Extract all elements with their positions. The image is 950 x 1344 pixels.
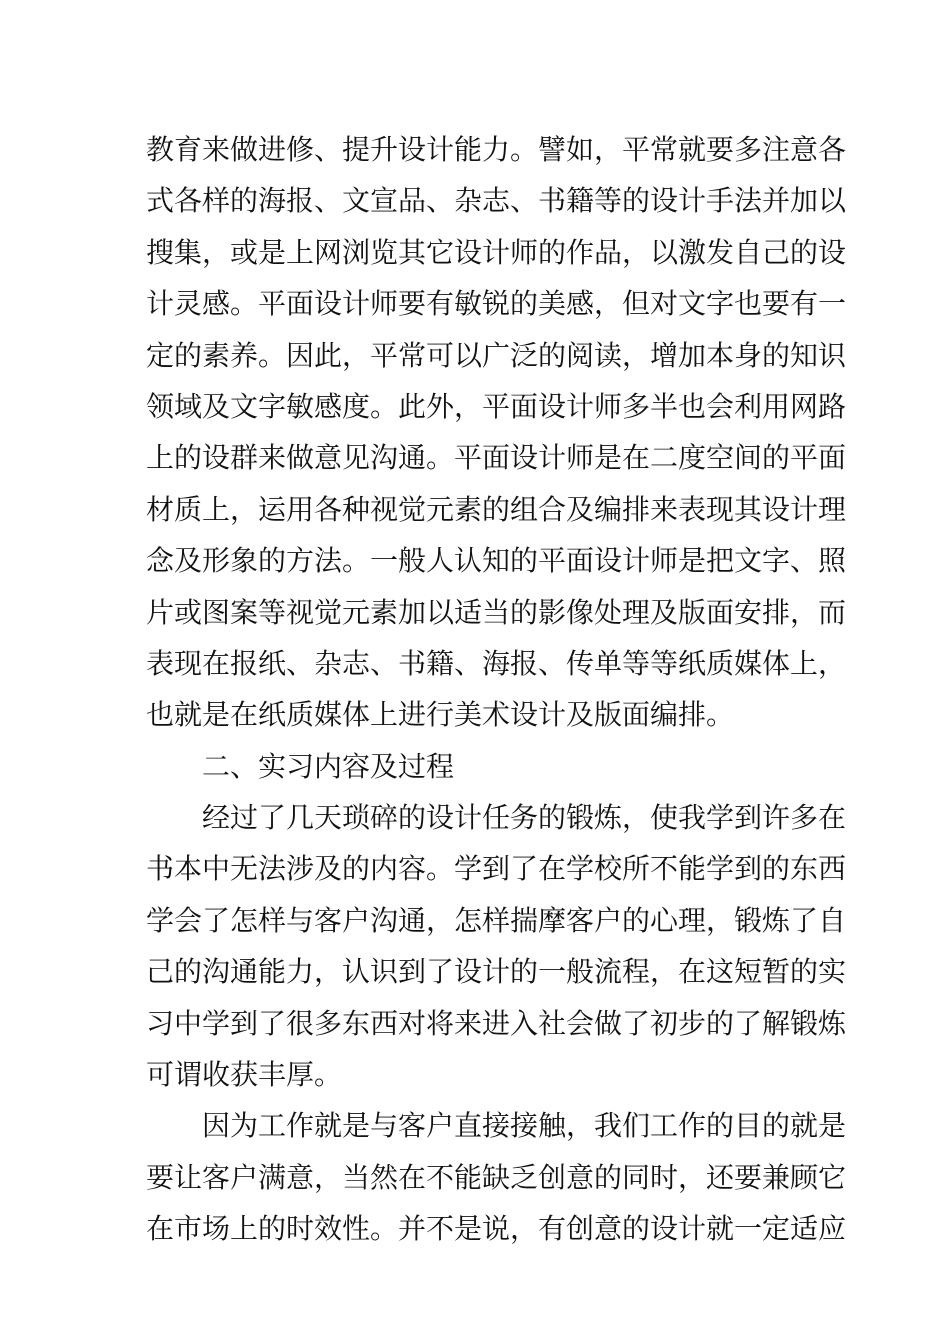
heading-text: 二、实习内容及过程 xyxy=(202,749,455,783)
text-line: 在市场上的时效性。并不是说，有创意的设计就一定适应 xyxy=(146,1212,847,1246)
text-line: 式各样的海报、文宣品、杂志、书籍等的设计手法并加以 xyxy=(146,184,847,218)
text-line: 也就是在纸质媒体上进行美术设计及版面编排。 xyxy=(146,698,735,732)
text-line: 可谓收获丰厚。 xyxy=(146,1058,343,1092)
text-line: 上的设群来做意见沟通。平面设计师是在二度空间的平面 xyxy=(146,441,847,475)
text-line: 己的沟通能力，认识到了设计的一般流程，在这短暂的实 xyxy=(146,955,847,989)
text-line: 片或图案等视觉元素加以适当的影像处理及版面安排，而 xyxy=(146,595,847,629)
text-line: 书本中无法涉及的内容。学到了在学校所不能学到的东西 xyxy=(146,852,847,886)
text-line: 材质上，运用各种视觉元素的组合及编排来表现其设计理 xyxy=(146,492,847,526)
paragraph xyxy=(146,792,847,1100)
text-line: 经过了几天琐碎的设计任务的锻炼，使我学到许多在 xyxy=(202,801,847,835)
text-line: 念及形象的方法。一般人认知的平面设计师是把文字、照 xyxy=(146,544,847,578)
paragraph xyxy=(146,124,847,741)
text-line: 要让客户满意，当然在不能缺乏创意的同时，还要兼顾它 xyxy=(146,1160,847,1194)
text-line: 教育来做进修、提升设计能力。譬如，平常就要多注意各 xyxy=(146,133,847,166)
section-heading xyxy=(146,741,810,792)
text-line: 表现在报纸、杂志、书籍、海报、传单等等纸质媒体上， xyxy=(146,646,847,680)
text-line: 领域及文字敏感度。此外，平面设计师多半也会利用网路 xyxy=(146,389,847,423)
text-line: 搜集，或是上网浏览其它设计师的作品，以激发自己的设 xyxy=(146,235,847,269)
text-line: 定的素养。因此，平常可以广泛的阅读，增加本身的知识 xyxy=(146,338,847,372)
text-line: 学会了怎样与客户沟通，怎样揣摩客户的心理，锻炼了自 xyxy=(146,903,847,937)
paragraph xyxy=(146,1100,847,1254)
text-line: 因为工作就是与客户直接接触，我们工作的目的就是 xyxy=(202,1109,847,1143)
text-line: 习中学到了很多东西对将来进入社会做了初步的了解锻炼 xyxy=(146,1006,847,1040)
document-body xyxy=(146,124,847,1255)
text-line: 计灵感。平面设计师要有敏锐的美感，但对文字也要有一 xyxy=(146,287,847,321)
